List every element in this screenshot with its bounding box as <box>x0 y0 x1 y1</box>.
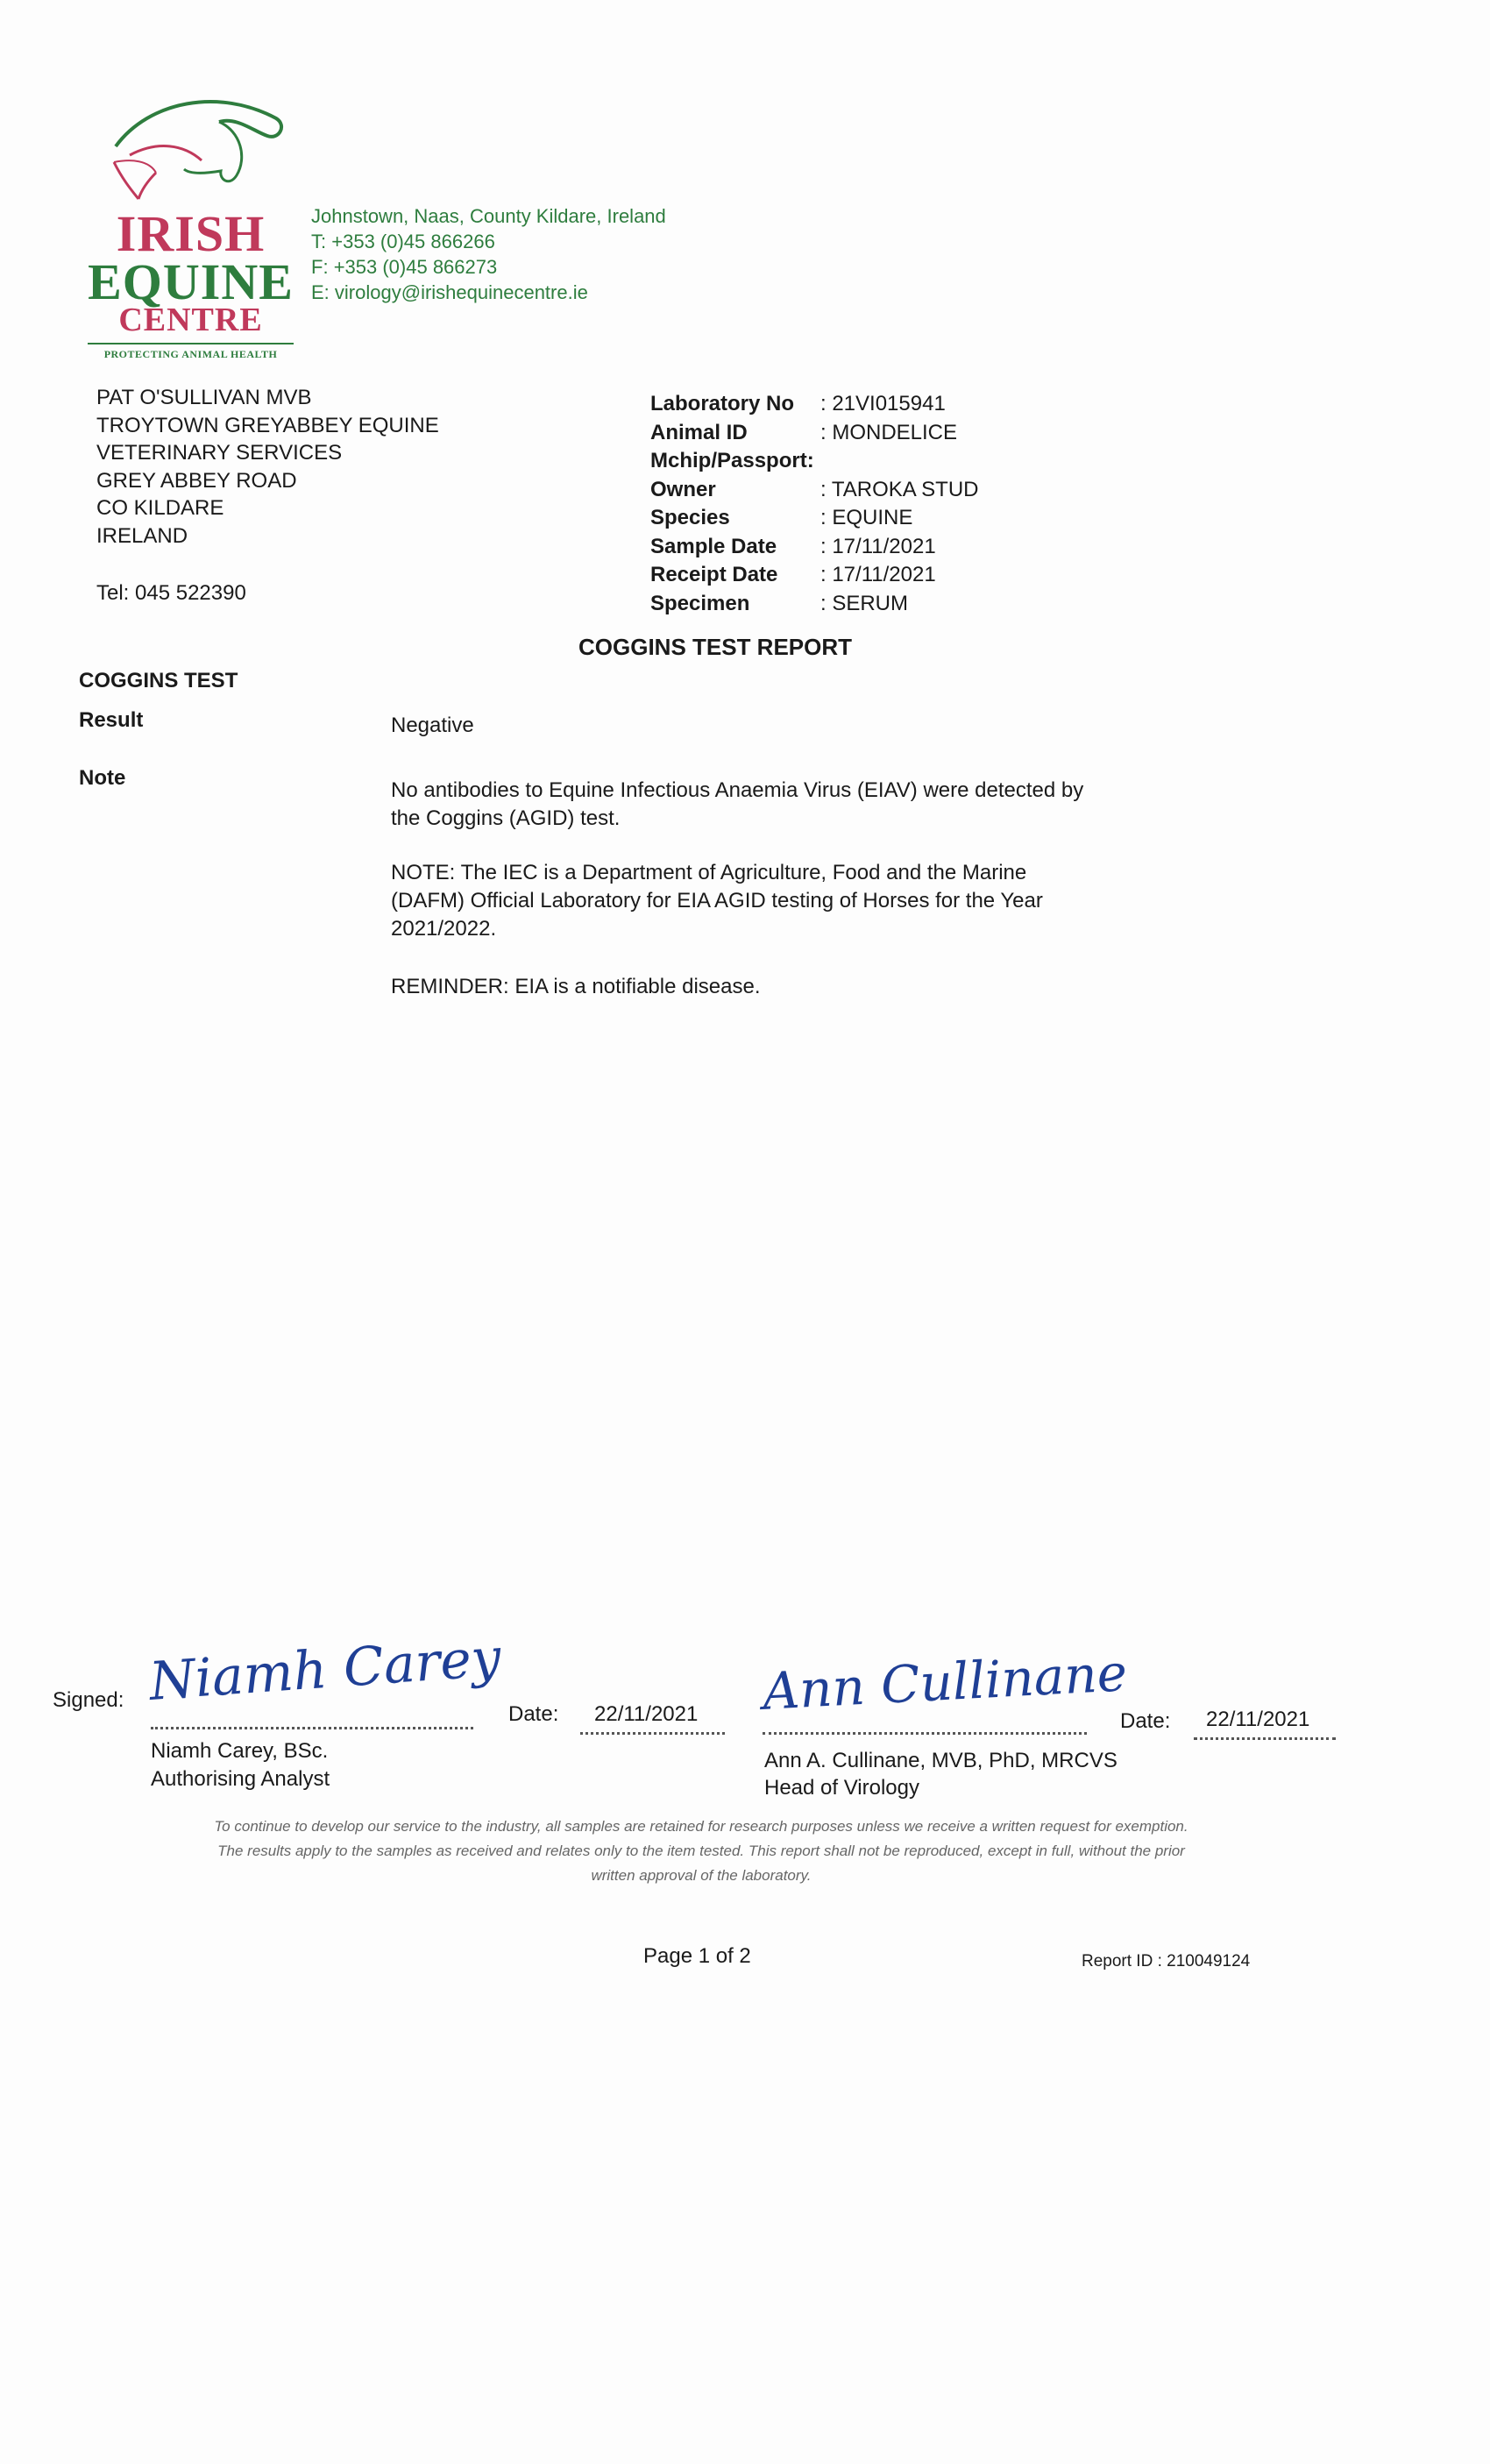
section-title: COGGINS TEST <box>79 669 238 692</box>
signature-line-2 <box>763 1732 1087 1735</box>
signer2-title: Head of Virology <box>764 1776 919 1800</box>
fax-label: F: <box>311 256 329 278</box>
signature-ann-cullinane: Ann Cullinane <box>761 1643 1129 1722</box>
address-line: VETERINARY SERVICES <box>96 441 343 465</box>
address-line: IRELAND <box>96 523 188 548</box>
info-value: : 17/11/2021 <box>820 534 936 558</box>
date-value-1: 22/11/2021 <box>594 1702 699 1726</box>
logo-irish: IRISH <box>116 205 266 262</box>
phone-label: T: <box>311 231 327 252</box>
disclaimer <box>131 1814 1271 1888</box>
info-label: Laboratory No <box>650 392 795 415</box>
contact-email <box>311 280 666 305</box>
phone-value: +353 (0)45 866266 <box>331 231 495 252</box>
disclaimer-line-1: To continue to develop our service to the industry, all samples are retained for research purposes unless we receive a written request for exemption. <box>214 1818 1188 1835</box>
date-line-2 <box>1194 1737 1336 1740</box>
contact-phone <box>311 229 666 254</box>
disclaimer-line-3: written approval of the laboratory. <box>591 1867 812 1884</box>
logo-tagline: PROTECTING ANIMAL HEALTH <box>88 343 294 361</box>
signed-label: Signed: <box>53 1688 124 1712</box>
result-label: Result <box>79 708 144 732</box>
signature-line-1 <box>151 1727 473 1729</box>
contact-block <box>311 203 666 305</box>
info-value: : MONDELICE <box>820 420 958 444</box>
note-para-2: NOTE: The IEC is a Department of Agriculture, Food and the Marine (DAFM) Official Laboratory for EIA AGID testing of Horses for the Year 2021/2022. <box>391 861 1043 941</box>
signer1-title: Authorising Analyst <box>151 1767 330 1791</box>
info-label: Animal ID <box>650 420 748 444</box>
info-label: Owner <box>650 477 716 501</box>
date-label-2: Date: <box>1120 1709 1171 1733</box>
email-value: virology@irishequinecentre.ie <box>334 281 588 303</box>
address-line: GREY ABBEY ROAD <box>96 468 297 493</box>
report-title: COGGINS TEST REPORT <box>578 634 853 660</box>
address-line: TROYTOWN GREYABBEY EQUINE <box>96 413 439 437</box>
note-label: Note <box>79 766 126 790</box>
date-line-1 <box>580 1732 725 1735</box>
signer2-name: Ann A. Cullinane, MVB, PhD, MRCVS <box>764 1749 1118 1772</box>
result-value: Negative <box>391 714 474 737</box>
info-label: Sample Date <box>650 534 777 558</box>
info-label: Mchip/Passport: <box>650 449 814 472</box>
recipient-tel: Tel: 045 522390 <box>96 581 246 605</box>
contact-fax <box>311 254 666 280</box>
note-para-1: No antibodies to Equine Infectious Anaemia Virus (EIAV) were detected by the Coggins (AGID) test. <box>391 778 1084 830</box>
note-para-3: REMINDER: EIA is a notifiable disease. <box>391 975 761 998</box>
date-label-1: Date: <box>508 1702 559 1726</box>
info-value: : 17/11/2021 <box>820 563 936 586</box>
fax-value: +353 (0)45 866273 <box>333 256 498 278</box>
info-value: : EQUINE <box>820 506 913 529</box>
info-value: : 21VI015941 <box>820 392 946 415</box>
date-value-2: 22/11/2021 <box>1206 1708 1310 1731</box>
address-line: PAT O'SULLIVAN MVB <box>96 386 312 409</box>
email-label: E: <box>311 281 330 303</box>
report-id: Report ID : 210049124 <box>1082 1952 1251 1970</box>
signature-niamh-carey: Niamh Carey <box>147 1627 503 1713</box>
logo <box>88 92 294 364</box>
info-label: Receipt Date <box>650 563 778 586</box>
page-number: Page 1 of 2 <box>643 1944 751 1968</box>
info-value: : TAROKA STUD <box>820 477 979 501</box>
recipient-address <box>96 384 439 550</box>
contact-address: Johnstown, Naas, County Kildare, Ireland <box>311 205 666 227</box>
horse-head-icon <box>88 92 294 206</box>
address-line: CO KILDARE <box>96 496 224 520</box>
info-value: : SERUM <box>820 591 909 615</box>
signer1-name: Niamh Carey, BSc. <box>151 1739 329 1763</box>
logo-equine: EQUINE <box>88 253 294 310</box>
info-label: Specimen <box>650 591 750 615</box>
disclaimer-line-2: The results apply to the samples as received and relates only to the item tested. This report shall not be reproduced, except in full, without the prior <box>217 1843 1185 1859</box>
info-label: Species <box>650 506 730 529</box>
logo-centre: CENTRE <box>118 302 263 338</box>
